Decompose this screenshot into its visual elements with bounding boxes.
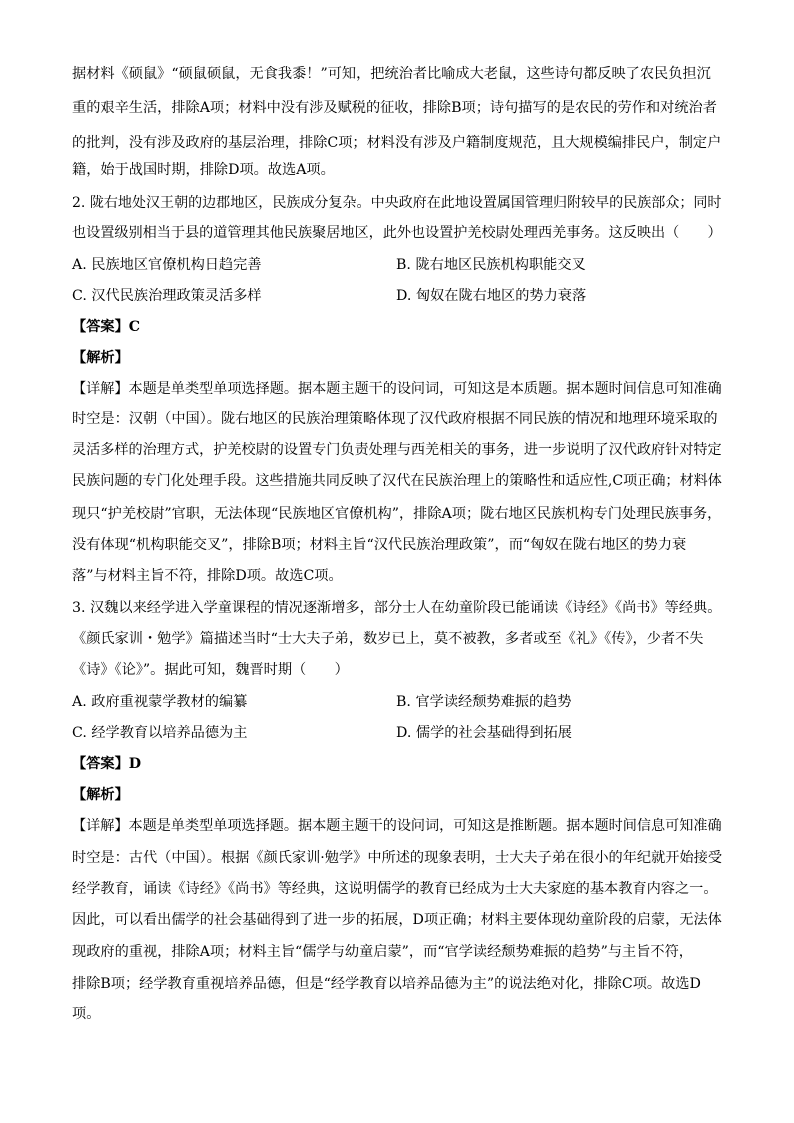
q3-detail-line: 经学教育，诵读《诗经》《尚书》等经典，这说明儒学的教育已经成为士大夫家庭的基本教育内容之一。 [72, 881, 718, 897]
q2-option-c: C. 汉代民族治理政策灵活多样 [72, 288, 262, 304]
q3-stem: 《颜氏家训・勉学》篇描述当时“士大夫子弟，数岁已上，莫不被教，多者或至《礼》《传》，少者不失 [72, 631, 704, 647]
q3-analysis-label: 【解析】 [72, 787, 129, 803]
q2-detail-line: 灵活多样的治理方式，护羌校尉的设置专门负责处理与西羌相关的事务，进一步说明了汉代政府针对特定 [72, 442, 722, 458]
q3-answer: 【答案】D [72, 756, 142, 772]
q3-detail-line: 【详解】本题是单类型单项选择题。据本题主题干的设问词，可知这是推断题。据本题时间信息可知准确 [72, 818, 722, 834]
intro-line: 重的艰辛生活，排除A项；材料中没有涉及赋税的征收，排除B项；诗句描写的是农民的劳作和对统治者 [72, 100, 717, 116]
q2-option-b: B. 陇右地区民族机构职能交叉 [396, 257, 586, 273]
q2-detail-line: 【详解】本题是单类型单项选择题。据本题主题干的设问词，可知这是本质题。据本题时间信息可知准确 [72, 381, 722, 397]
q2-stem: 也设置级别相当于县的道管理其他民族聚居地区，此外也设置护羌校尉处理西羌事务。这反映出（ ） [72, 225, 722, 241]
intro-line: 籍，始于战国时期，排除D项。故选A项。 [72, 162, 335, 178]
q2-detail-line: 没有体现“机构职能交叉”，排除B项；材料主旨“汉代民族治理政策”，而“匈奴在陇右地区的势力衰 [72, 537, 687, 553]
q3-option-d: D. 儒学的社会基础得到拓展 [396, 725, 572, 741]
q3-detail-line: 排除B项；经学教育重视培养品德，但是“经学教育以培养品德为主”的说法绝对化，排除C项。故选D [72, 976, 701, 992]
q3-detail-line: 因此，可以看出儒学的社会基础得到了进一步的拓展，D项正确；材料主要体现幼童阶段的启蒙，无法体 [72, 912, 722, 928]
intro-line: 的批判，没有涉及政府的基层治理，排除C项；材料没有涉及户籍制度规范，且大规模编排民户，制定户 [72, 135, 722, 151]
q3-option-a: A. 政府重视蒙学教材的编纂 [72, 694, 248, 710]
intro-line: 据材料《硕鼠》“硕鼠硕鼠，无食我黍！”可知，把统治者比喻成大老鼠，这些诗句都反映了农民负担沉 [72, 66, 711, 82]
q3-stem: 3. 汉魏以来经学进入学童课程的情况逐渐增多，部分士人在幼童阶段已能诵读《诗经》《尚书》等经典。 [72, 600, 722, 616]
q2-detail-line: 落”与材料主旨不符，排除D项。故选C项。 [72, 568, 343, 584]
q3-stem: 《诗》《论》”。据此可知，魏晋时期（ ） [72, 662, 349, 678]
q3-detail-line: 时空是：古代（中国）。根据《颜氏家训·勉学》中所述的现象表明，士大夫子弟在很小的年纪就开始接受 [72, 850, 723, 866]
q2-option-a: A. 民族地区官僚机构日趋完善 [72, 257, 262, 273]
q3-option-c: C. 经学教育以培养品德为主 [72, 725, 248, 741]
q2-detail-line: 民族问题的专门化处理手段。这些措施共同反映了汉代在民族治理上的策略性和适应性,C项正确；材料体 [72, 473, 722, 489]
q2-stem: 2. 陇右地处汉王朝的边郡地区，民族成分复杂。中央政府在此地设置属国管理归附较早的民族部众；同时 [72, 195, 722, 211]
q2-analysis-label: 【解析】 [72, 350, 129, 366]
q2-detail-line: 现只“护羌校尉”官职，无法体现“民族地区官僚机构”，排除A项；陇右地区民族机构专门处理民族事务， [72, 506, 722, 522]
q3-option-b: B. 官学读经颓势难振的趋势 [396, 694, 572, 710]
q3-detail-line: 现政府的重视，排除A项；材料主旨“儒学与幼童启蒙”，而“官学读经颓势难振的趋势”与主旨不符， [72, 944, 693, 960]
q2-answer: 【答案】C [72, 319, 141, 335]
q2-detail-line: 时空是：汉朝（中国）。陇右地区的民族治理策略体现了汉代政府根据不同民族的情况和地理环境采取的 [72, 411, 718, 427]
q3-detail-line: 项。 [72, 1006, 101, 1022]
q2-option-d: D. 匈奴在陇右地区的势力衰落 [396, 288, 587, 304]
